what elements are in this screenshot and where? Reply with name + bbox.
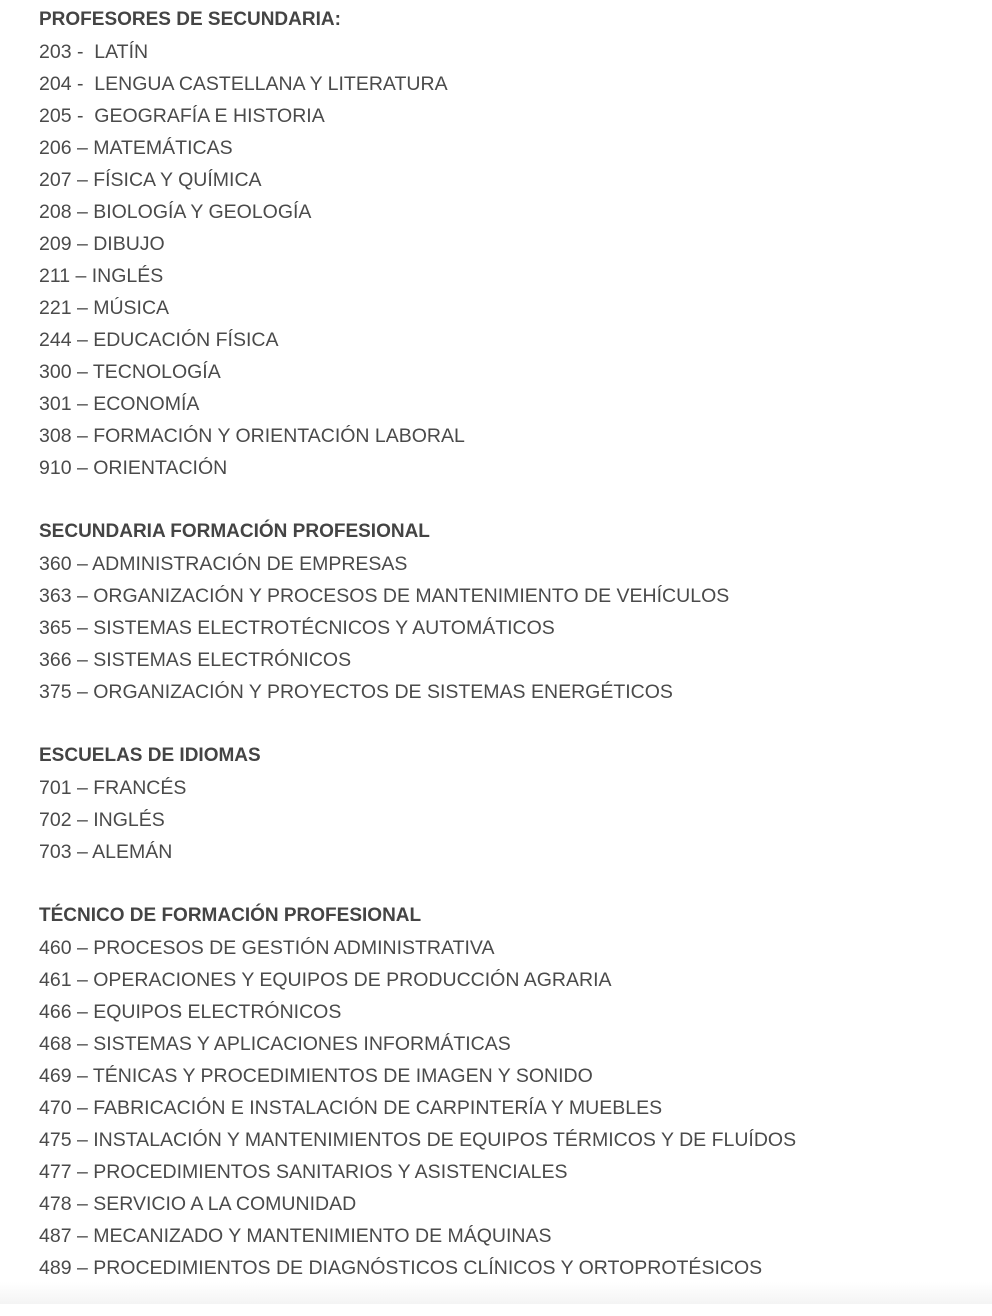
list-item: 208 – BIOLOGÍA Y GEOLOGÍA: [39, 201, 312, 223]
list-item: 477 – PROCEDIMIENTOS SANITARIOS Y ASISTENCIALES: [39, 1161, 568, 1183]
list-item: 221 – MÚSICA: [39, 297, 170, 319]
list-item: 203 - LATÍN: [39, 41, 149, 63]
list-item: 703 – ALEMÁN: [39, 841, 173, 863]
list-item: 300 – TECNOLOGÍA: [39, 361, 221, 383]
list-item: 460 – PROCESOS DE GESTIÓN ADMINISTRATIVA: [39, 937, 495, 959]
list-item: 366 – SISTEMAS ELECTRÓNICOS: [39, 649, 352, 671]
list-item: 363 – ORGANIZACIÓN Y PROCESOS DE MANTENIMIENTO DE VEHÍCULOS: [39, 585, 730, 607]
list-item: 360 – ADMINISTRACIÓN DE EMPRESAS: [39, 553, 408, 575]
list-item: 487 – MECANIZADO Y MANTENIMIENTO DE MÁQUINAS: [39, 1225, 552, 1247]
list-item: 211 – INGLÉS: [39, 265, 164, 287]
list-item: 466 – EQUIPOS ELECTRÓNICOS: [39, 1001, 342, 1023]
list-item: 475 – INSTALACIÓN Y MANTENIMIENTOS DE EQUIPOS TÉRMICOS Y DE FLUÍDOS: [39, 1129, 797, 1151]
list-item: 204 - LENGUA CASTELLANA Y LITERATURA: [39, 73, 448, 95]
document-body: [39, 4, 972, 1316]
list-item: 468 – SISTEMAS Y APLICACIONES INFORMÁTICAS: [39, 1033, 511, 1055]
list-item: 461 – OPERACIONES Y EQUIPOS DE PRODUCCIÓN AGRARIA: [39, 969, 612, 991]
section-heading: SECUNDARIA FORMACIÓN PROFESIONAL: [39, 521, 430, 542]
list-item: 308 – FORMACIÓN Y ORIENTACIÓN LABORAL: [39, 425, 465, 447]
section-heading: ESCUELAS DE IDIOMAS: [39, 745, 261, 766]
section-tecnico-fp: [39, 900, 972, 1284]
list-item: 301 – ECONOMÍA: [39, 393, 200, 415]
list-item: 207 – FÍSICA Y QUÍMICA: [39, 169, 262, 191]
section-secundaria-fp: [39, 516, 972, 708]
list-item: 470 – FABRICACIÓN E INSTALACIÓN DE CARPINTERÍA Y MUEBLES: [39, 1097, 663, 1119]
list-item: 365 – SISTEMAS ELECTROTÉCNICOS Y AUTOMÁTICOS: [39, 617, 555, 639]
list-item: 489 – PROCEDIMIENTOS DE DIAGNÓSTICOS CLÍNICOS Y ORTOPROTÉSICOS: [39, 1257, 763, 1279]
section-heading: PROFESORES DE SECUNDARIA:: [39, 9, 341, 30]
list-item: 478 – SERVICIO A LA COMUNIDAD: [39, 1193, 357, 1215]
list-item: 244 – EDUCACIÓN FÍSICA: [39, 329, 279, 351]
list-item: 702 – INGLÉS: [39, 809, 165, 831]
list-item: 205 - GEOGRAFÍA E HISTORIA: [39, 105, 325, 127]
section-profesores-secundaria: [39, 4, 972, 484]
list-item: 910 – ORIENTACIÓN: [39, 457, 228, 479]
list-item: 701 – FRANCÉS: [39, 777, 187, 799]
section-heading: TÉCNICO DE FORMACIÓN PROFESIONAL: [39, 905, 422, 926]
list-item: 469 – TÉNICAS Y PROCEDIMIENTOS DE IMAGEN Y SONIDO: [39, 1065, 593, 1087]
list-item: 206 – MATEMÁTICAS: [39, 137, 233, 159]
section-escuelas-idiomas: [39, 740, 972, 868]
list-item: 209 – DIBUJO: [39, 233, 165, 255]
bottom-fade-divider: [0, 1282, 992, 1304]
list-item: 375 – ORGANIZACIÓN Y PROYECTOS DE SISTEMAS ENERGÉTICOS: [39, 681, 673, 703]
